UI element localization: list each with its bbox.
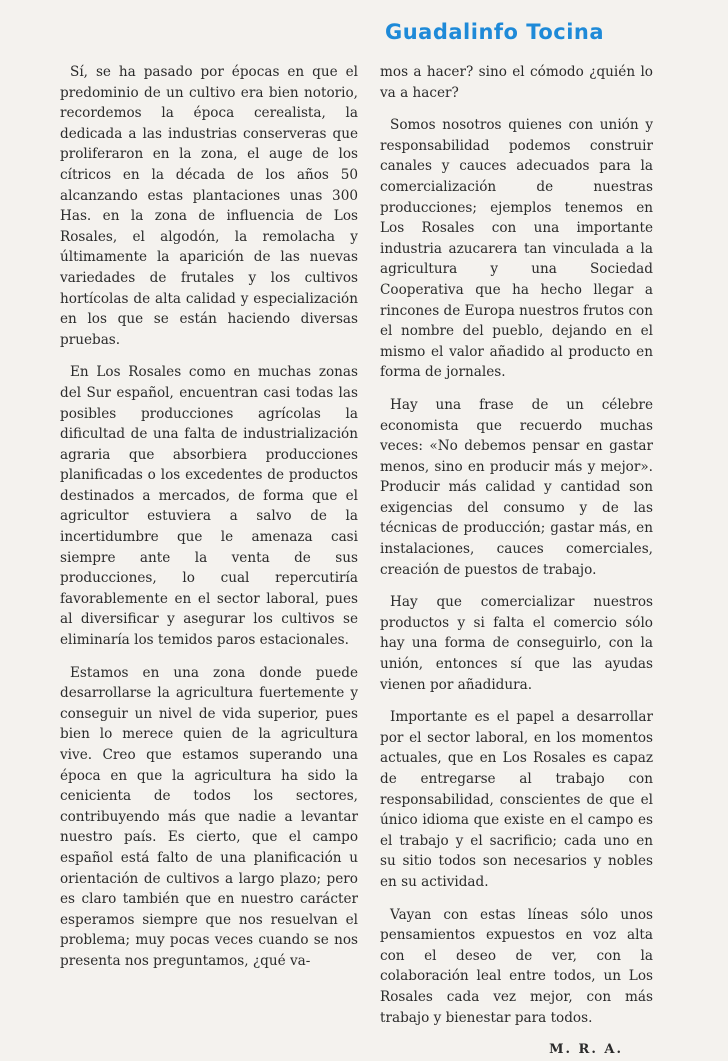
paragraph: Hay que comercializar nuestros productos y si falta el comercio sólo hay una forma de conseguirlo, con la unión, entonces sí que las ayudas vienen por añadidura. [380,594,653,693]
watermark-text: Guadalinfo Tocina [385,20,605,44]
left-column [60,62,358,984]
paragraph: Somos nosotros quienes con unión y responsabilidad podemos construir canales y cauces adecuados para la comercialización de nuestras producciones; ejemplos tenemos en Los Rosales con una importante industria azucarera tan vinculada a la agricultura y una Sociedad Cooperativa que ha hecho llegar a rincones de Europa nuestros frutos con el nombre del pueblo, dejando en el mismo el valor añadido al producto en forma de jornales. [380,117,653,381]
paragraph: Importante es el papel a desarrollar por el sector laboral, en los momentos actuales, que en Los Rosales es capaz de entregarse al trabajo con responsabilidad, conscientes de que el único idioma que existe en el campo es el trabajo y el sacrificio; cada uno en su sitio todos son necesarios y nobles en su actividad. [380,709,653,890]
paragraph: Sí, se ha pasado por épocas en que el predominio de un cultivo era bien notorio, recordemos la época cerealista, la dedicada a las industrias conserveras que proliferaron en la zona, el auge de los cítricos en la década de los años 50 alcanzando estas plantaciones unas 300 Has. en la zona de influencia de Los Rosales, el algodón, la remolacha y últimamente la aparición de las nuevas variedades de frutales y los cultivos hortícolas de alta calidad y especialización en los que se están haciendo diversas pruebas. [60,64,358,348]
author-signature: M. R. A. [549,1042,623,1058]
paragraph: Vayan con estas líneas sólo unos pensamientos expuestos en voz alta con el deseo de ver, con la colaboración leal entre todos, un Los Rosales cada vez mejor, con más trabajo y bienestar para todos. [380,906,653,1026]
paragraph-continuation: mos a hacer? sino el cómodo ¿quién lo va a hacer? [380,64,653,101]
paragraph: En Los Rosales como en muchas zonas del Sur español, encuentran casi todas las posibles producciones agrícolas la dificultad de una falta de industrialización agraria que absorbiera producciones planificadas o los excedentes de productos destinados a mercados, de forma que el agricultor estuviera a salvo de la incertidumbre que le amenaza casi siempre ante la venta de sus producciones, lo cual repercutiría favorablemente en el sector laboral, pues al diversificar y asegurar los cultivos se eliminaría los temidos paros estacionales. [60,364,358,649]
paragraph: Hay una frase de un célebre economista que recuerdo muchas veces: «No debemos pensar en gastar menos, sino en producir más y mejor». Producir más calidad y cantidad son exigencias del consumo y de las técnicas de producción; gastar más, en instalaciones, cauces comerciales, creación de puestos de trabajo. [380,396,653,578]
paragraph: Estamos en una zona donde puede desarrollarse la agricultura fuertemente y conseguir un nivel de vida superior, pues bien lo merece quien de la agricultura vive. Creo que estamos superando una época en que la agricultura ha sido la cenicienta de todos los sectores, contribuyendo más que nadie a levantar nuestro país. Es cierto, que el campo español está falto de una planificación u orientación de cultivos a largo plazo; pero es claro también que en nuestro carácter esperamos siempre que nos resuelvan el problema; muy pocas veces cuando se nos presenta nos preguntamos, ¿qué va- [60,664,358,969]
right-column [380,62,653,1061]
